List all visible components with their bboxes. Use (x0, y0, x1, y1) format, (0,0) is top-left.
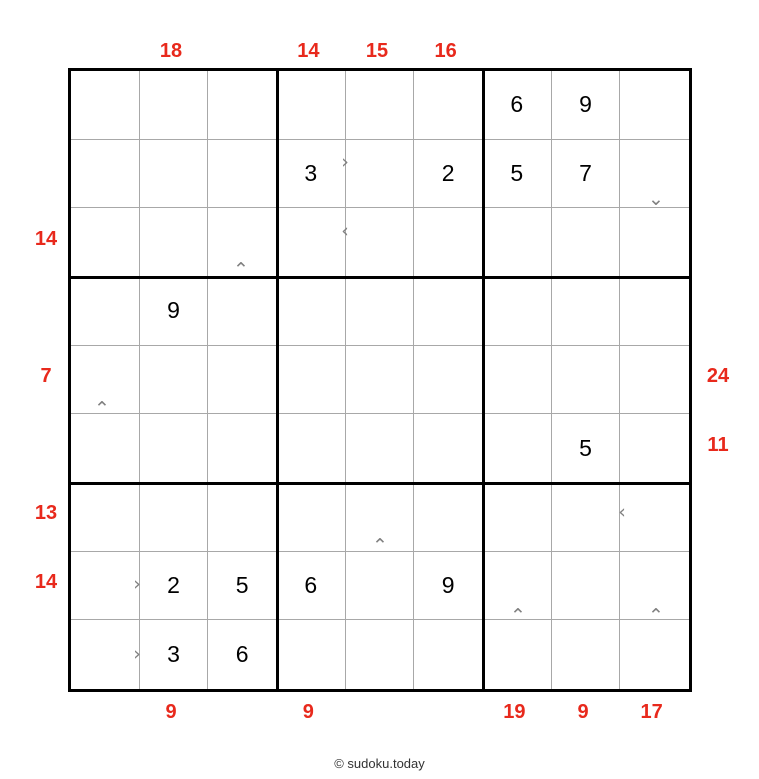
sudoku-cell-r8c3[interactable] (277, 620, 346, 689)
sudoku-cell-r0c7[interactable] (552, 71, 621, 140)
sudoku-cell-r8c7[interactable] (552, 620, 621, 689)
comparator-10: › (133, 643, 141, 665)
sudoku-cell-r0c5[interactable] (414, 71, 483, 140)
sudoku-cell-r7c1[interactable] (140, 552, 209, 621)
sudoku-cell-r1c6[interactable] (483, 140, 552, 209)
comparator-6: ⌃ (372, 535, 388, 557)
cell-value: 2 (441, 159, 455, 186)
sudoku-cell-r7c2[interactable] (208, 552, 277, 621)
cell-value: 5 (235, 571, 249, 598)
left-sum-1: 7 (40, 365, 52, 387)
cell-value: 6 (510, 91, 524, 118)
bottom-sum-2: 19 (503, 701, 526, 723)
sudoku-cell-r8c8[interactable] (620, 620, 689, 689)
sudoku-cell-r5c0[interactable] (71, 414, 140, 483)
sudoku-cell-r3c8[interactable] (620, 277, 689, 346)
left-sum-0: 14 (34, 227, 58, 250)
sudoku-cell-r6c5[interactable] (414, 483, 483, 552)
comparator-0: › (341, 151, 349, 173)
sudoku-cell-r2c3[interactable] (277, 208, 346, 277)
right-sum-1: 11 (707, 433, 729, 456)
sudoku-cell-r7c7[interactable] (552, 552, 621, 621)
sudoku-cell-r7c5[interactable] (414, 552, 483, 621)
sudoku-cell-r6c0[interactable] (71, 483, 140, 552)
cell-value: 5 (510, 159, 524, 186)
sudoku-cell-r4c2[interactable] (208, 346, 277, 415)
sudoku-cell-r1c4[interactable] (346, 140, 415, 209)
cell-value: 5 (579, 434, 592, 461)
cell-value: 9 (579, 91, 592, 118)
sudoku-cell-r1c1[interactable] (140, 140, 209, 209)
sudoku-cell-r3c1[interactable] (140, 277, 209, 346)
bottom-sum-1: 9 (302, 701, 314, 723)
block-divider-vertical (482, 71, 485, 689)
sudoku-cell-r8c1[interactable] (140, 620, 209, 689)
sudoku-cell-r6c7[interactable] (552, 483, 621, 552)
sudoku-cell-r4c6[interactable] (483, 346, 552, 415)
sudoku-cell-r4c3[interactable] (277, 346, 346, 415)
sudoku-cell-r6c1[interactable] (140, 483, 209, 552)
sudoku-cell-r5c4[interactable] (346, 414, 415, 483)
sudoku-grid[interactable] (68, 68, 692, 692)
sudoku-cell-r1c2[interactable] (208, 140, 277, 209)
sudoku-cell-r4c1[interactable] (140, 346, 209, 415)
cell-value: 3 (167, 641, 180, 668)
sudoku-cell-r5c8[interactable] (620, 414, 689, 483)
sudoku-cell-r4c4[interactable] (346, 346, 415, 415)
sudoku-cell-r8c2[interactable] (208, 620, 277, 689)
sudoku-cell-r3c6[interactable] (483, 277, 552, 346)
top-sum-1: 14 (297, 40, 320, 62)
sudoku-cell-r3c7[interactable] (552, 277, 621, 346)
sudoku-cell-r5c5[interactable] (414, 414, 483, 483)
footer-credit: © sudoku.today (334, 756, 425, 771)
sudoku-cell-r2c0[interactable] (71, 208, 140, 277)
comparator-3: ⌃ (233, 259, 249, 281)
comparator-8: ⌃ (510, 605, 526, 627)
sudoku-cell-r0c0[interactable] (71, 71, 140, 140)
sudoku-cell-r2c4[interactable] (346, 208, 415, 277)
left-sum-2: 13 (34, 502, 58, 525)
sudoku-cell-r4c5[interactable] (414, 346, 483, 415)
sudoku-cell-r5c2[interactable] (208, 414, 277, 483)
sudoku-cell-r3c0[interactable] (71, 277, 140, 346)
sudoku-cell-r2c6[interactable] (483, 208, 552, 277)
sudoku-cell-r0c1[interactable] (140, 71, 209, 140)
sudoku-cell-r4c8[interactable] (620, 346, 689, 415)
cell-value: 6 (304, 571, 318, 598)
right-sum-0: 24 (706, 365, 730, 387)
comparator-4: ⌃ (94, 398, 110, 420)
sudoku-cell-r0c3[interactable] (277, 71, 346, 140)
top-sum-3: 16 (434, 40, 457, 62)
top-sum-0: 18 (159, 40, 183, 62)
block-divider-horizontal (71, 482, 689, 485)
sudoku-cell-r1c7[interactable] (552, 140, 621, 209)
sudoku-cell-r4c7[interactable] (552, 346, 621, 415)
sudoku-cell-r8c5[interactable] (414, 620, 483, 689)
sudoku-cell-r6c6[interactable] (483, 483, 552, 552)
sudoku-cell-r0c8[interactable] (620, 71, 689, 140)
top-sum-2: 15 (365, 40, 389, 62)
sudoku-cell-r1c5[interactable] (414, 140, 483, 209)
sudoku-cell-r0c6[interactable] (483, 71, 552, 140)
sudoku-cell-r8c4[interactable] (346, 620, 415, 689)
block-divider-vertical (276, 71, 279, 689)
comparator-9: ⌃ (648, 605, 664, 627)
sudoku-cell-r1c0[interactable] (71, 140, 140, 209)
sudoku-cell-r2c5[interactable] (414, 208, 483, 277)
comparator-7: › (133, 573, 141, 595)
sudoku-cell-r3c3[interactable] (277, 277, 346, 346)
sudoku-cell-r3c5[interactable] (414, 277, 483, 346)
sudoku-cell-r5c7[interactable] (552, 414, 621, 483)
sudoku-cell-r8c6[interactable] (483, 620, 552, 689)
cell-value: 2 (167, 571, 180, 598)
cell-value: 7 (579, 159, 592, 186)
sudoku-cell-r6c3[interactable] (277, 483, 346, 552)
sudoku-cell-r7c3[interactable] (277, 552, 346, 621)
cell-value: 9 (441, 571, 455, 598)
sudoku-cell-r2c8[interactable] (620, 208, 689, 277)
sudoku-cell-r5c3[interactable] (277, 414, 346, 483)
sudoku-cell-r2c1[interactable] (140, 208, 209, 277)
comparator-5: ‹ (618, 501, 626, 523)
sudoku-cell-r0c4[interactable] (346, 71, 415, 140)
cell-value: 9 (167, 297, 180, 324)
cell-value: 6 (235, 641, 249, 668)
left-sum-3: 14 (34, 571, 58, 593)
sudoku-cell-r3c4[interactable] (346, 277, 415, 346)
sudoku-cell-r3c2[interactable] (208, 277, 277, 346)
sudoku-cell-r7c4[interactable] (346, 552, 415, 621)
sudoku-cell-r6c2[interactable] (208, 483, 277, 552)
bottom-sum-4: 17 (640, 701, 663, 723)
cell-value: 3 (304, 159, 318, 186)
bottom-sum-0: 9 (165, 701, 177, 723)
bottom-sum-3: 9 (577, 701, 589, 723)
block-divider-horizontal (71, 276, 689, 279)
sudoku-cell-r5c1[interactable] (140, 414, 209, 483)
sudoku-cell-r2c7[interactable] (552, 208, 621, 277)
sudoku-cell-r5c6[interactable] (483, 414, 552, 483)
comparator-1: ‹ (341, 220, 349, 242)
sudoku-cell-r1c3[interactable] (277, 140, 346, 209)
sudoku-cell-r0c2[interactable] (208, 71, 277, 140)
comparator-2: ⌄ (648, 188, 664, 210)
